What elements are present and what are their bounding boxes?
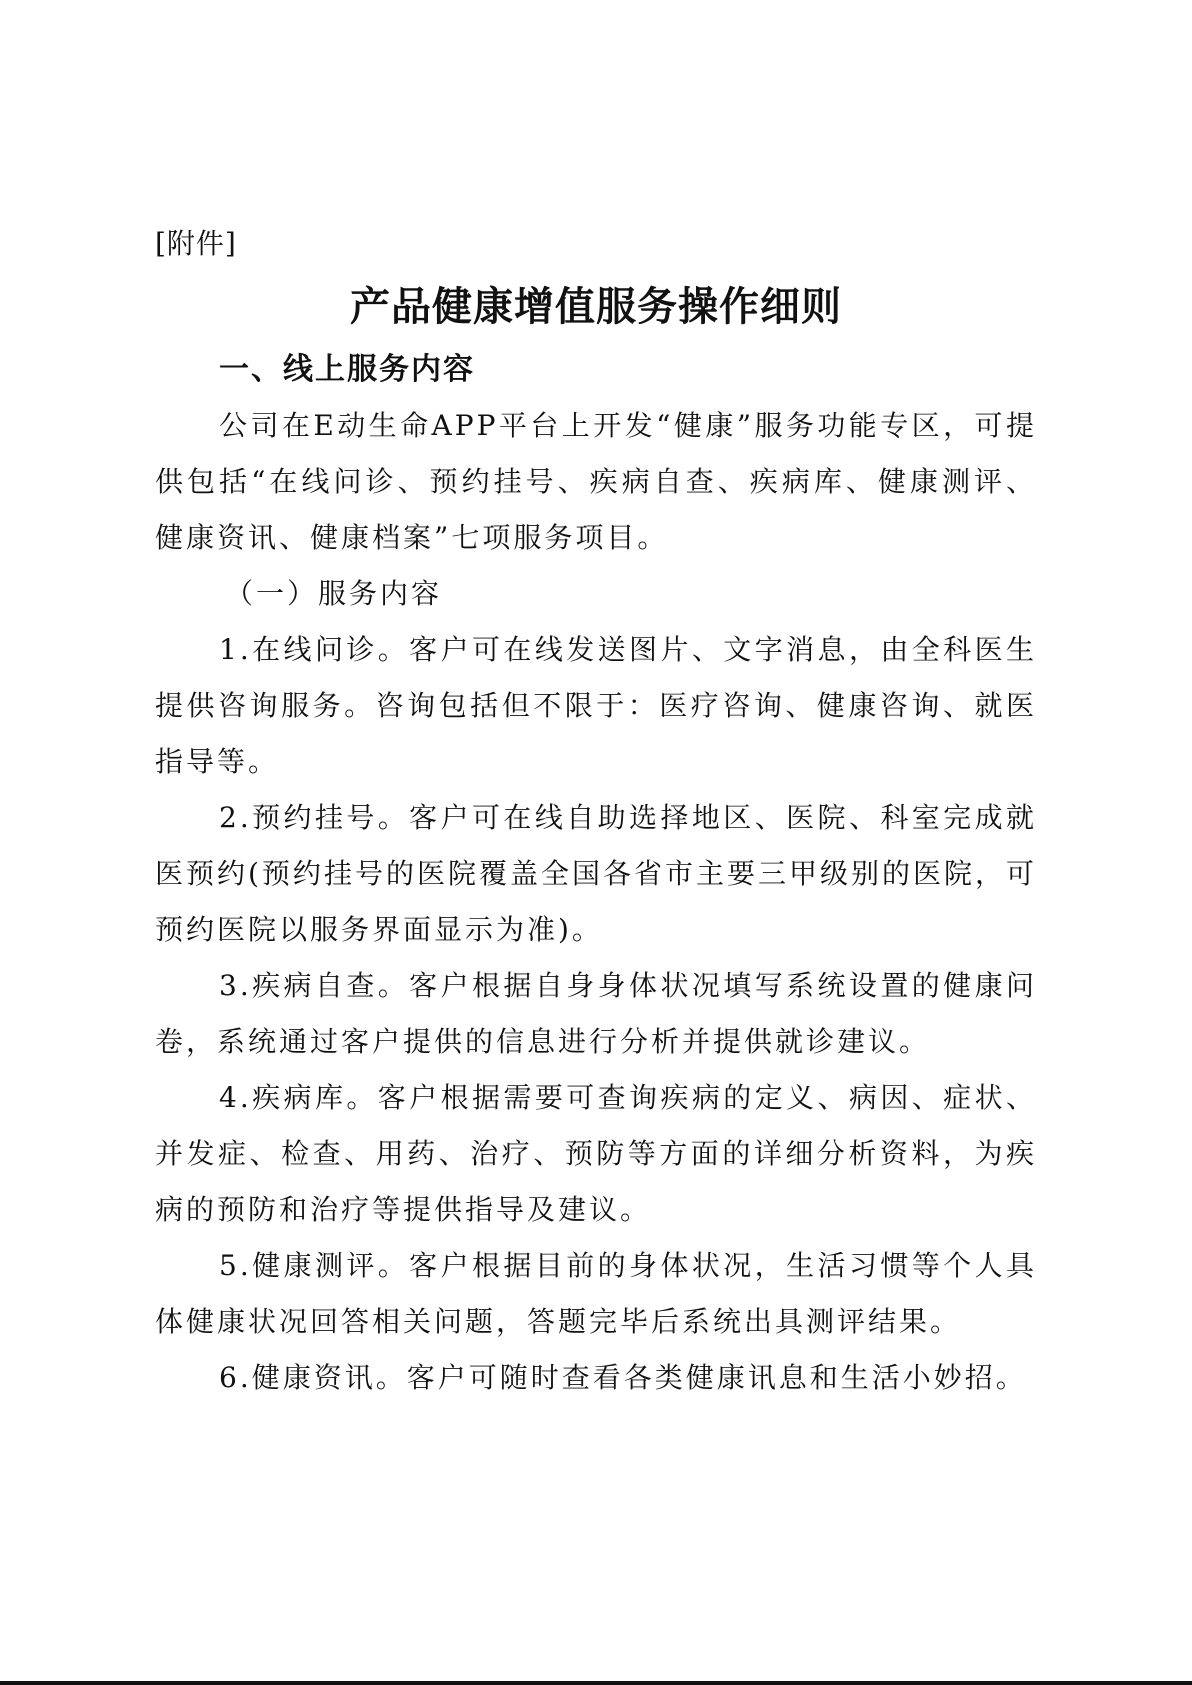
service-item-health-news: 6.健康资讯。客户可随时查看各类健康讯息和生活小妙招。 xyxy=(219,1361,1027,1394)
document-body xyxy=(155,222,1037,1406)
subsection-heading-service-content: （一）服务内容 xyxy=(225,577,443,610)
service-item-online-consultation: 1.在线问诊。客户可在线发送图片、文字消息，由全科医生提供咨询服务。咨询包括但不限于：医疗咨询、健康咨询、就医指导等。 xyxy=(155,633,1037,778)
service-item-appointment: 2.预约挂号。客户可在线自助选择地区、医院、科室完成就医预约(预约挂号的医院覆盖全国各省市主要三甲级别的医院，可预约医院以服务界面显示为准)。 xyxy=(155,801,1037,946)
service-item-disease-library: 4.疾病库。客户根据需要可查询疾病的定义、病因、症状、并发症、检查、用药、治疗、预防等方面的详细分析资料，为疾病的预防和治疗等提供指导及建议。 xyxy=(155,1081,1037,1226)
attachment-label: [附件] xyxy=(155,227,237,260)
service-item-self-check: 3.疾病自查。客户根据自身身体状况填写系统设置的健康问卷，系统通过客户提供的信息进行分析并提供就诊建议。 xyxy=(155,969,1037,1058)
document-title: 产品健康增值服务操作细则 xyxy=(350,283,842,330)
intro-paragraph: 公司在E动生命APP平台上开发“健康”服务功能专区，可提供包括“在线问诊、预约挂号、疾病自查、疾病库、健康测评、健康资讯、健康档案”七项服务项目。 xyxy=(155,409,1037,554)
bottom-border-line xyxy=(0,1681,1192,1685)
section-heading-online-services: 一、线上服务内容 xyxy=(219,352,475,387)
service-item-health-assessment: 5.健康测评。客户根据目前的身体状况，生活习惯等个人具体健康状况回答相关问题，答题完毕后系统出具测评结果。 xyxy=(155,1249,1037,1338)
